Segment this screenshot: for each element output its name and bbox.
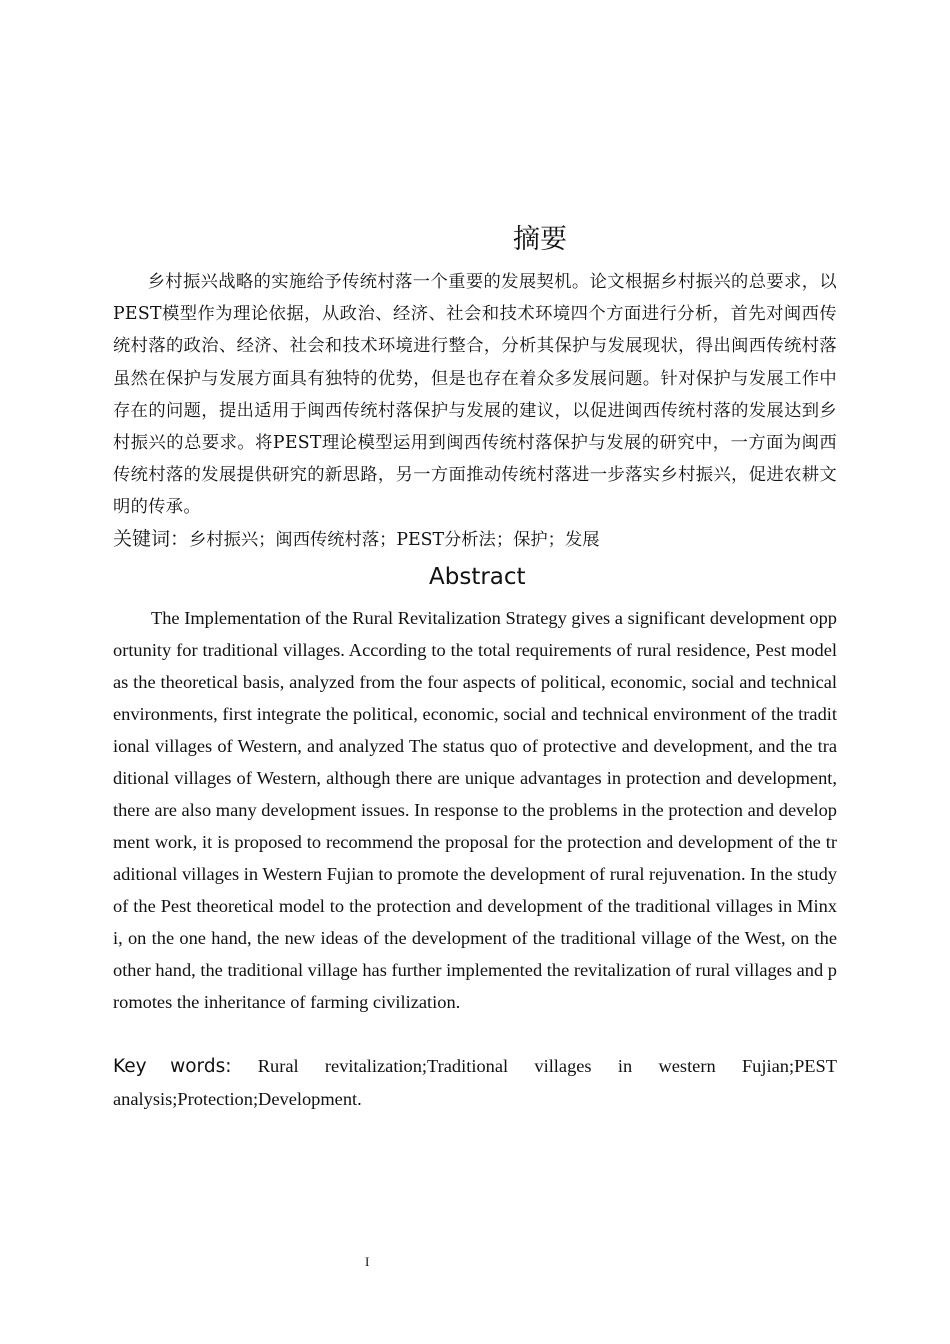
keywords-en-label: Key words:	[113, 1056, 232, 1077]
keywords-en	[113, 1050, 837, 1115]
abstract-en-body: The Implementation of the Rural Revitalization Strategy gives a significant development opportunity for traditional villages. According to the total requirements of rural residence, Pest model as the theoretical basis, analyzed from the four aspects of political, economic, social and technical environments, first integrate the political, economic, social and technical environment of the traditional villages of Western, and analyzed The status quo of protective and development, and the traditional villages of Western, although there are unique advantages in protection and development, there are also many development issues. In response to the problems in the protection and development work, it is proposed to recommend the proposal for the protection and development of the traditional villages in Western Fujian to promote the development of rural rejuvenation. In the study of the Pest theoretical model to the protection and development of the traditional villages in Minxi, on the one hand, the new ideas of the development of the traditional village of the West, on the other hand, the traditional village has further implemented the revitalization of rural villages and promotes the inheritance of farming civilization.	[113, 608, 837, 1012]
keywords-cn-label: 关键词：	[113, 528, 190, 550]
abstract-cn-title: 摘要	[513, 224, 567, 255]
page-number: I	[365, 1254, 370, 1269]
abstract-en-title: Abstract	[429, 564, 526, 590]
keywords-cn	[113, 523, 837, 556]
keywords-cn-text: 乡村振兴；闽西传统村落；PEST分析法；保护；发展	[189, 530, 600, 550]
abstract-cn-body: 乡村振兴战略的实施给予传统村落一个重要的发展契机。论文根据乡村振兴的总要求，以PEST模型作为理论依据，从政治、经济、社会和技术环境四个方面进行分析，首先对闽西传统村落的政治、经济、社会和技术环境进行整合，分析其保护与发展现状，得出闽西传统村落虽然在保护与发展方面具有独特的优势，但是也存在着众多发展问题。针对保护与发展工作中存在的问题，提出适用于闽西传统村落保护与发展的建议，以促进闽西传统村落的发展达到乡村振兴的总要求。将PEST理论模型运用到闽西传统村落保护与发展的研究中，一方面为闽西传统村落的发展提供研究的新思路，另一方面推动传统村落进一步落实乡村振兴，促进农耕文明的传承。	[113, 272, 837, 518]
keywords-en-text: Rural revitalization;Traditional villages in western Fujian;PEST analysis;Protection;Development.	[113, 1056, 837, 1109]
